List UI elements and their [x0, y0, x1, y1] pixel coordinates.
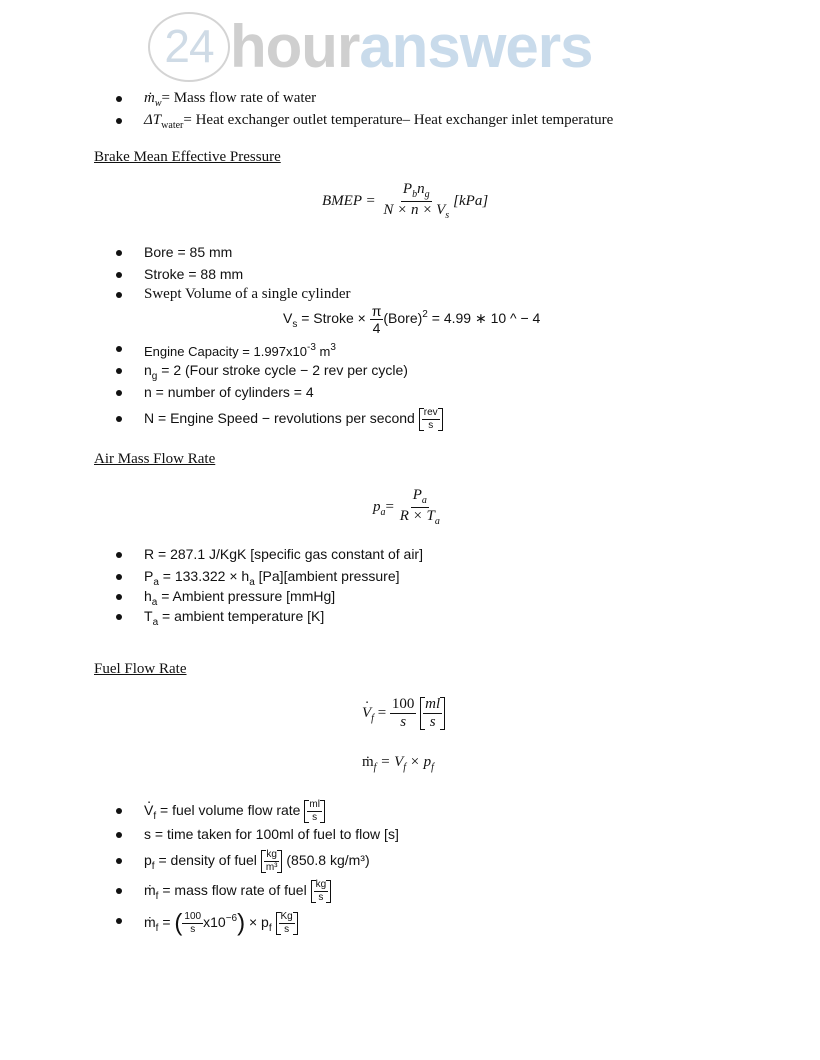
watermark-answers: answers: [359, 13, 593, 80]
air-formula: $p_a=$ $\frac{P_a}{R \times T_a}$: [373, 487, 440, 527]
bullet: [116, 808, 122, 814]
bullet: [116, 390, 122, 396]
bullet: [116, 832, 122, 838]
bullet: [116, 918, 122, 924]
bullet: [116, 346, 122, 352]
list-item-s: s = time taken for 100ml of fuel to flow [s]: [144, 826, 399, 842]
list-item-pf: $p_f$ = density of fuel $\frac{kg}{\text{m³}}$ (850.8 kg/m³): [144, 848, 370, 873]
fuel-mass-formula: ṁ$_f$ = $V_f \times p_f$: [362, 754, 434, 773]
bullet: [116, 614, 122, 620]
bullet: [116, 272, 122, 278]
list-item-capacity: Engine Capacity = $1.997x10^{-3}$ $m^3$: [144, 342, 336, 359]
heading-air: Air Mass Flow Rate: [94, 451, 216, 467]
bullet: [116, 594, 122, 600]
bullet: [116, 250, 122, 256]
watermark-logo: [148, 12, 592, 82]
fuel-volume-formula: · $V_f$ = $\frac{100}{s}$ $\frac{ml}{s}$: [362, 697, 445, 730]
list-item-R: R = 287.1 J/KgK [specific gas constant of air]: [144, 546, 423, 562]
bullet: [116, 118, 122, 124]
watermark-hour: hour: [230, 13, 360, 80]
bullet: [116, 96, 122, 102]
list-item-ng: $n_g = 2$ (Four stroke cycle − 2 rev per cycle): [144, 362, 408, 382]
list-item-n: n = number of cylinders = 4: [144, 384, 314, 400]
bullet: [116, 552, 122, 558]
swept-volume-formula: $V_s$ = Stroke × $\frac{\pi}{4}$ (Bore)$^2$ = 4.99 ∗ 10 ^ − 4: [283, 303, 541, 336]
list-item-swept: Swept Volume of a single cylinder: [144, 286, 351, 302]
list-item-Ta: $T_a$ = ambient temperature [K]: [144, 608, 325, 628]
bullet: [116, 858, 122, 864]
list-item-Pa: $P_a = 133.322 \times h_a$ [Pa][ambient pressure]: [144, 568, 400, 588]
bullet: [116, 416, 122, 422]
watermark-circle: 24: [148, 12, 230, 82]
bullet: [116, 292, 122, 298]
list-item-mw: ṁ$_w$= Mass flow rate of water: [144, 90, 317, 109]
list-item-dt: $\Delta T_{water}=$ Heat exchanger outlet temperature– Heat exchanger inlet temperature: [144, 112, 614, 131]
list-item-ha: $h_a$ = Ambient pressure [mmHg]: [144, 588, 336, 608]
heading-fuel: Fuel Flow Rate: [94, 661, 187, 677]
bmep-formula: BMEP = $\frac{P_bn_g}{N \times n \times V_s}$ [kPa]: [322, 181, 489, 221]
list-item-mf-expanded: ṁ$_f$ = ( $\frac{100}{s}$ $x10^{-6}) \times p_f$ $\frac{Kg}{s}$: [144, 904, 298, 944]
bullet: [116, 368, 122, 374]
list-item-bore: Bore = 85 mm: [144, 244, 233, 260]
list-item-N: N = Engine Speed − revolutions per second $\frac{\text{rev}}{s}$: [144, 404, 443, 432]
list-item-vf: · $V_f$ = fuel volume flow rate $\frac{ml}{s}$: [144, 796, 325, 831]
list-item-stroke: Stroke = 88 mm: [144, 266, 244, 282]
bullet: [116, 574, 122, 580]
heading-bmep: Brake Mean Effective Pressure: [94, 149, 281, 165]
bullet: [116, 888, 122, 894]
list-item-mf: ṁ$_f$ = mass flow rate of fuel $\frac{kg}{s}$: [144, 876, 331, 911]
